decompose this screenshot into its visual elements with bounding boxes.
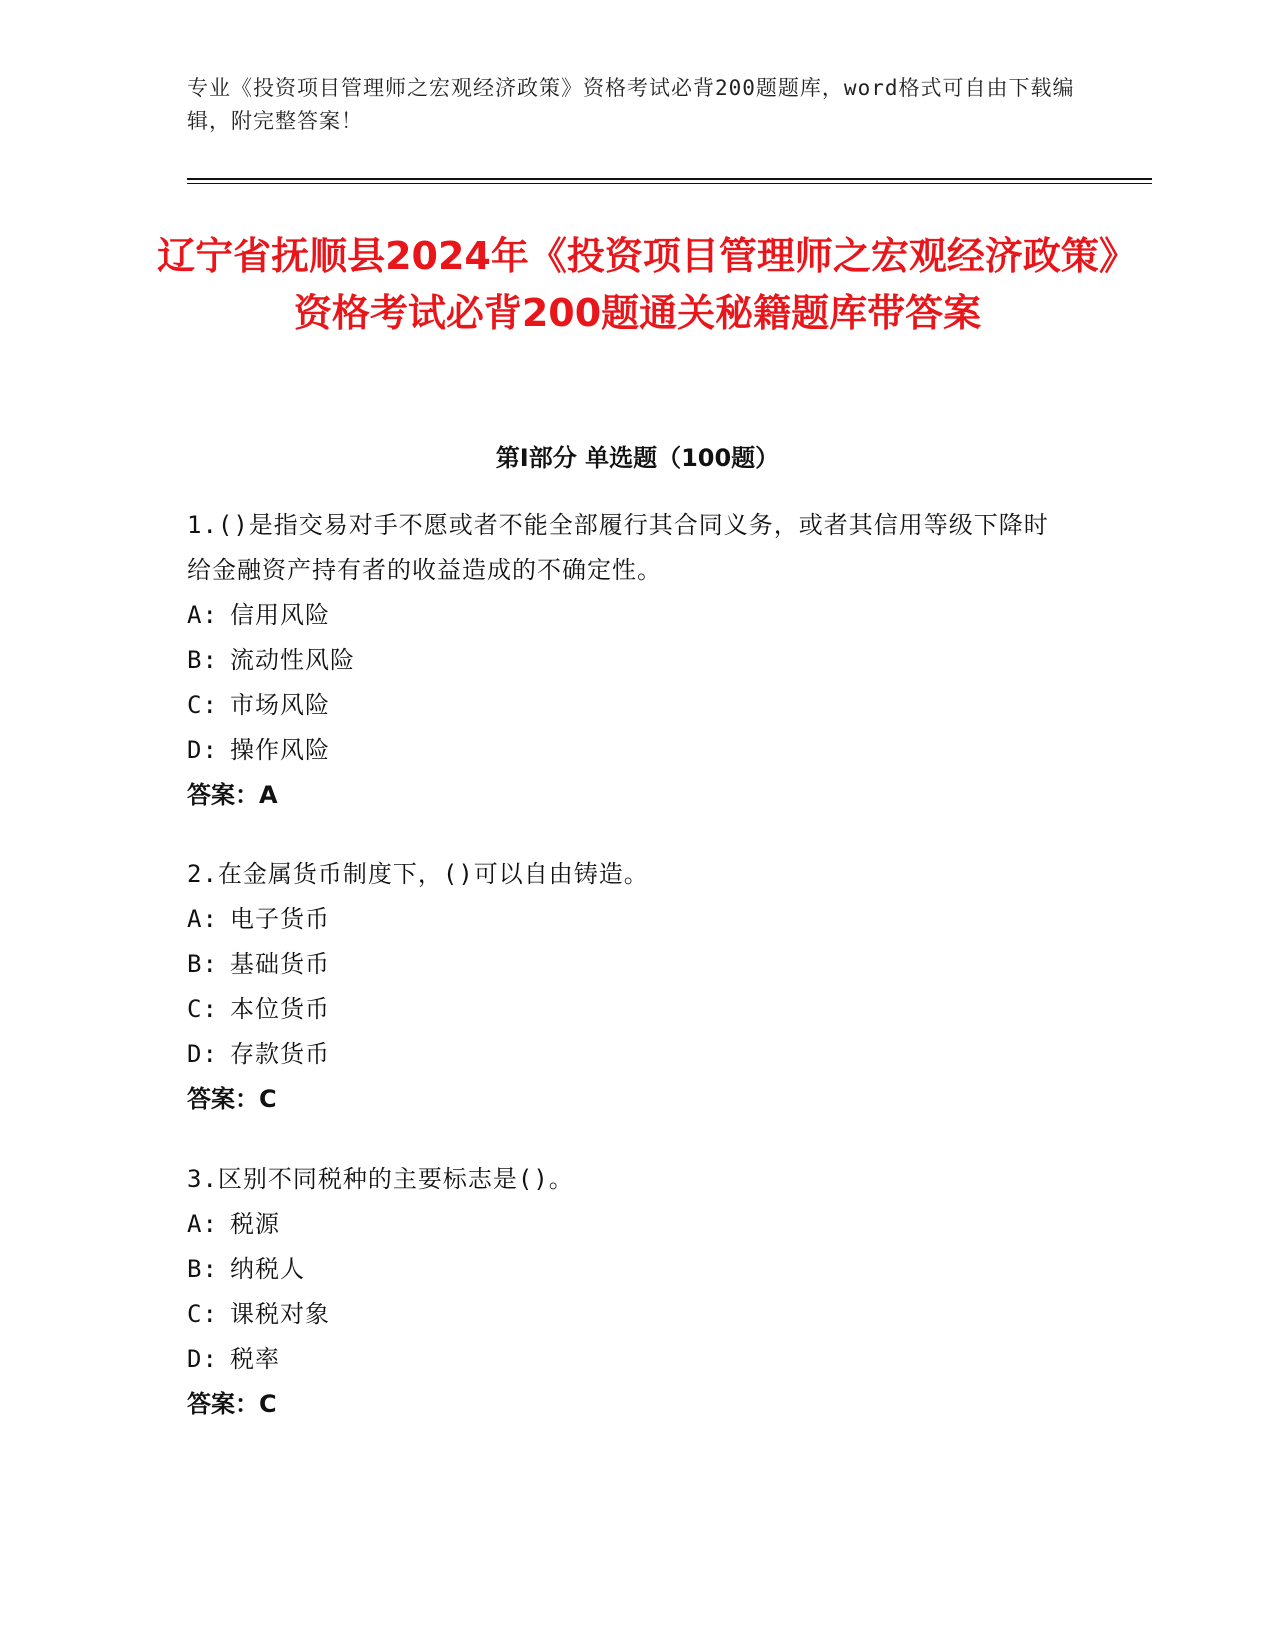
- section-heading: 第Ⅰ部分 单选题（100题）: [495, 444, 780, 472]
- option-letter: B:: [187, 646, 218, 674]
- option-text: 基础货币: [230, 950, 330, 978]
- answer-label: 答案：C: [187, 1390, 277, 1418]
- header-note: 专业《投资项目管理师之宏观经济政策》资格考试必背200题题库，word格式可自由下载编辑，附完整答案！: [187, 76, 1075, 133]
- option-text: 操作风险: [230, 736, 330, 764]
- document-title: 辽宁省抚顺县2024年《投资项目管理师之宏观经济政策》资格考试必背200题通关秘籍题库带答案: [157, 234, 1118, 335]
- option-d: [187, 728, 1067, 773]
- option-letter: D:: [187, 1040, 218, 1068]
- option-a: [187, 593, 1067, 638]
- question-stem: 1.()是指交易对手不愿或者不能全部履行其合同义务，或者其信用等级下降时给金融资产持有者的收益造成的不确定性。: [187, 511, 1049, 584]
- option-text: 本位货币: [230, 995, 330, 1023]
- option-letter: D:: [187, 736, 218, 764]
- option-b: [187, 638, 1067, 683]
- option-letter: C:: [187, 995, 218, 1023]
- question-stem: 2.在金属货币制度下，()可以自由铸造。: [187, 860, 649, 888]
- header-divider-thin: [187, 183, 1152, 184]
- option-a: [187, 1202, 1067, 1247]
- header-divider-thick: [187, 178, 1152, 180]
- option-text: 税源: [230, 1210, 280, 1238]
- option-letter: D:: [187, 1345, 218, 1373]
- answer-label: 答案：C: [187, 1085, 277, 1113]
- option-letter: A:: [187, 601, 218, 629]
- option-letter: A:: [187, 905, 218, 933]
- option-text: 课税对象: [230, 1300, 330, 1328]
- option-d: [187, 1337, 1067, 1382]
- option-letter: B:: [187, 1255, 218, 1283]
- answer-label: 答案：A: [187, 781, 278, 809]
- question-stem: 3.区别不同税种的主要标志是()。: [187, 1165, 574, 1193]
- option-letter: B:: [187, 950, 218, 978]
- option-d: [187, 1032, 1067, 1077]
- option-text: 电子货币: [230, 905, 330, 933]
- option-text: 存款货币: [230, 1040, 330, 1068]
- option-text: 信用风险: [230, 601, 330, 629]
- question-3: [187, 1157, 1067, 1427]
- option-text: 流动性风险: [230, 646, 355, 674]
- option-b: [187, 1247, 1067, 1292]
- option-letter: C:: [187, 691, 218, 719]
- option-b: [187, 942, 1067, 987]
- option-a: [187, 897, 1067, 942]
- option-c: [187, 1292, 1067, 1337]
- option-c: [187, 987, 1067, 1032]
- question-2: [187, 852, 1067, 1122]
- option-letter: A:: [187, 1210, 218, 1238]
- question-1: [187, 503, 1067, 818]
- option-text: 税率: [230, 1345, 280, 1373]
- option-text: 市场风险: [230, 691, 330, 719]
- option-letter: C:: [187, 1300, 218, 1328]
- option-c: [187, 683, 1067, 728]
- option-text: 纳税人: [230, 1255, 305, 1283]
